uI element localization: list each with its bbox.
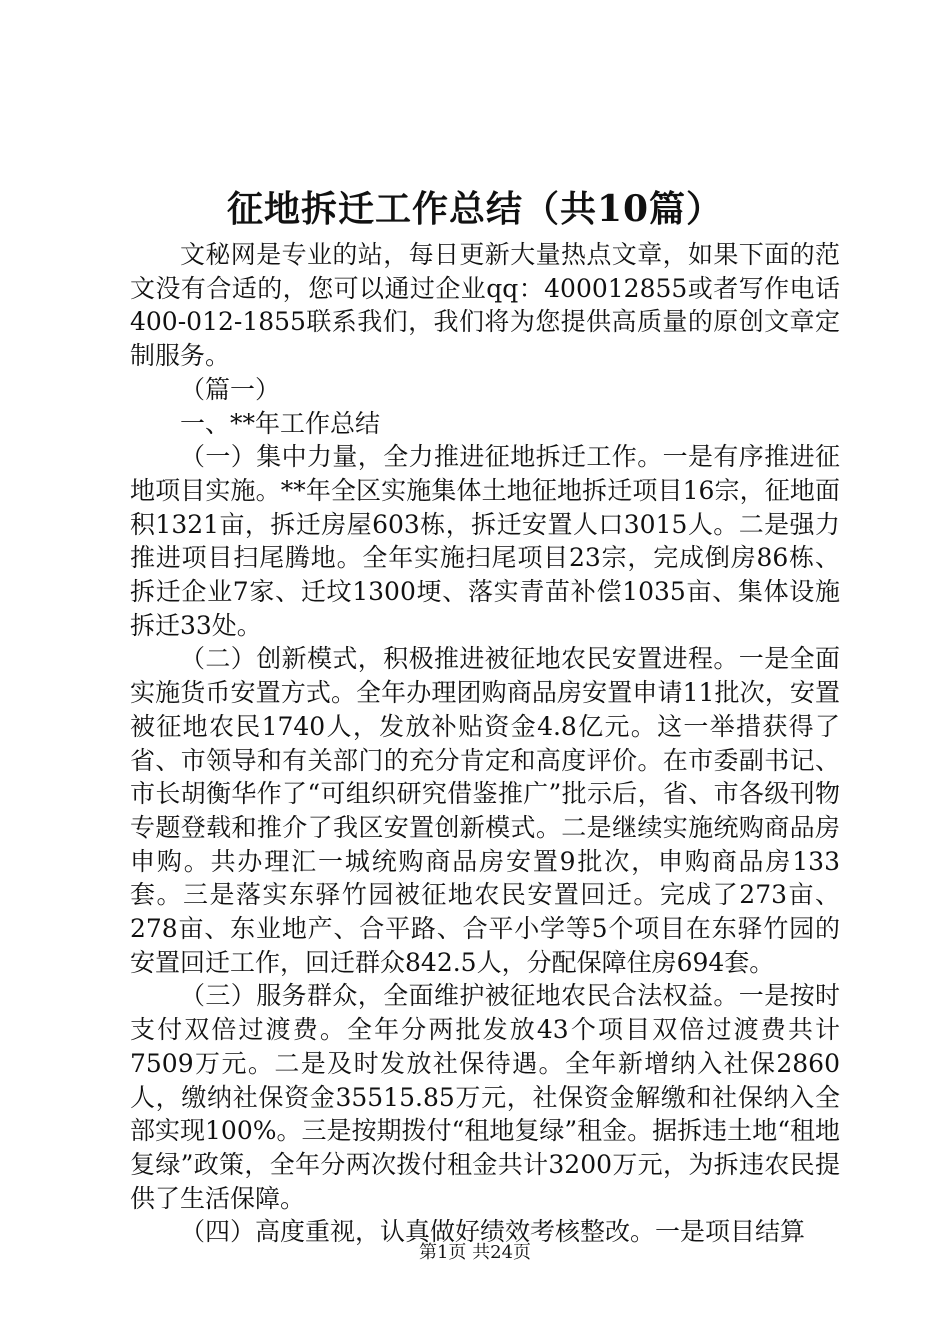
body-paragraph: （三）服务群众，全面维护被征地农民合法权益。一是按时支付双倍过渡费。全年分两批发放43个项目双倍过渡费共计7509万元。二是及时发放社保待遇。全年新增纳入社保2860人，缴纳社保资金35515.85万元，社保资金解缴和社保纳入全部实现100%。三是按期拨付“租地复绿”租金。据拆违土地“租地复绿”政策，全年分两次拨付租金共计3200万元，为拆违农民提供了生活保障。 [130, 981, 840, 1213]
subsection-heading: 一、**年工作总结 [180, 408, 381, 438]
section-heading: （篇一） [180, 374, 281, 404]
document-title: 征地拆迁工作总结（共10篇） [226, 188, 724, 230]
intro-paragraph: 文秘网是专业的站，每日更新大量热点文章，如果下面的范文没有合适的，您可以通过企业qq：400012855或者写作电话400-012-1855联系我们，我们将为您提供高质量的原创文章定制服务。 [130, 240, 840, 371]
page-footer: 第1页 共24页 [418, 1242, 532, 1263]
document-body [130, 238, 840, 1249]
body-paragraph: （二）创新模式，积极推进被征地农民安置进程。一是全面实施货币安置方式。全年办理团购商品房安置申请11批次，安置被征地农民1740人，发放补贴资金4.8亿元。这一举措获得了省、市领导和有关部门的充分肯定和高度评价。在市委副书记、市长胡衡华作了“可组织研究借鉴推广”批示后，省、市各级刊物专题登载和推介了我区安置创新模式。二是继续实施统购商品房申购。共办理汇一城统购商品房安置9批次，申购商品房133套。三是落实东驿竹园被征地农民安置回迁。完成了273亩、278亩、东业地产、合平路、合平小学等5个项目在东驿竹园的安置回迁工作，回迁群众842.5人，分配保障住房694套。 [130, 644, 840, 977]
body-paragraph: （四）高度重视，认真做好绩效考核整改。一是项目结算 [180, 1217, 806, 1247]
body-paragraph: （一）集中力量，全力推进征地拆迁工作。一是有序推进征地项目实施。**年全区实施集体土地征地拆迁项目16宗，征地面积1321亩，拆迁房屋603栋，拆迁安置人口3015人。二是强力推进项目扫尾腾地。全年实施扫尾项目23宗，完成倒房86栋、拆迁企业7家、迁坟1300埂、落实青苗补偿1035亩、集体设施拆迁33处。 [130, 442, 840, 640]
